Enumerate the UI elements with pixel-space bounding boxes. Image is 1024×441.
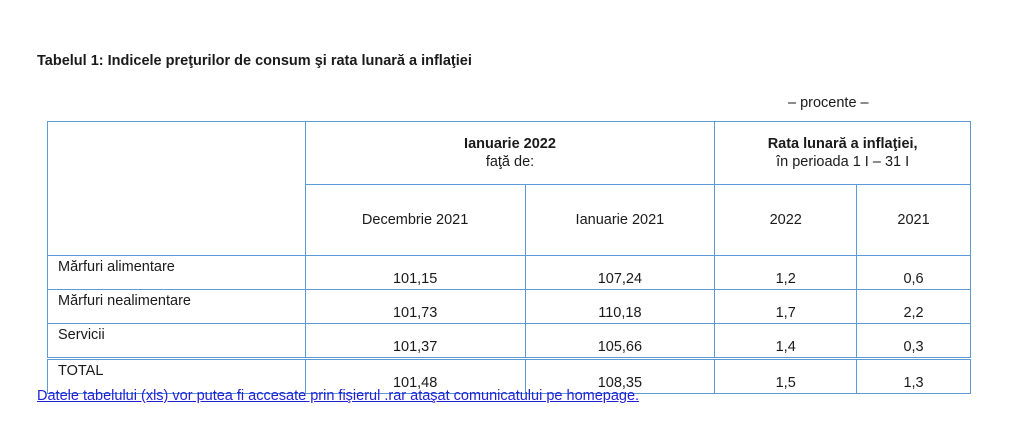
row-label: TOTAL [48, 359, 306, 394]
table-cell: 110,18 [525, 290, 715, 324]
table-row [48, 290, 971, 324]
data-download-link[interactable]: Datele tabelului (xls) vor putea fi accesate prin fişierul .rar ataşat comunicatului pe homepage. [37, 388, 640, 404]
table-cell: 108,35 [525, 359, 715, 394]
table-cell: 0,6 [857, 256, 971, 290]
column-header: Ianuarie 2021 [525, 185, 715, 256]
table-cell: 1,5 [715, 359, 857, 394]
table-cell: 0,3 [857, 324, 971, 359]
unit-note: – procente – [788, 95, 869, 111]
data-table [47, 121, 971, 394]
table-cell: 1,2 [715, 256, 857, 290]
table-cell: 101,73 [305, 290, 525, 324]
group1-header-line2: faţă de: [305, 154, 715, 185]
table-cell: 2,2 [857, 290, 971, 324]
row-label: Mărfuri nealimentare [48, 290, 306, 324]
group1-header-line1: Ianuarie 2022 [305, 122, 715, 155]
table-cell: 101,37 [305, 324, 525, 359]
table-cell: 105,66 [525, 324, 715, 359]
table-cell: 1,3 [857, 359, 971, 394]
group2-header-line1: Rata lunară a inflaţiei, [715, 122, 971, 155]
table-cell: 101,15 [305, 256, 525, 290]
table-row [48, 256, 971, 290]
row-label: Mărfuri alimentare [48, 256, 306, 290]
table-row [48, 324, 971, 359]
group2-header-line2: în perioada 1 I – 31 I [715, 154, 971, 185]
table-cell: 1,7 [715, 290, 857, 324]
table-cell: 1,4 [715, 324, 857, 359]
table-cell: 107,24 [525, 256, 715, 290]
row-label: Servicii [48, 324, 306, 359]
table-cell: 101,48 [305, 359, 525, 394]
column-header: Decembrie 2021 [305, 185, 525, 256]
column-header: 2021 [857, 185, 971, 256]
empty-header-cell [48, 122, 306, 256]
table-title: Tabelul 1: Indicele preţurilor de consum şi rata lunară a inflaţiei [37, 53, 472, 69]
column-header: 2022 [715, 185, 857, 256]
